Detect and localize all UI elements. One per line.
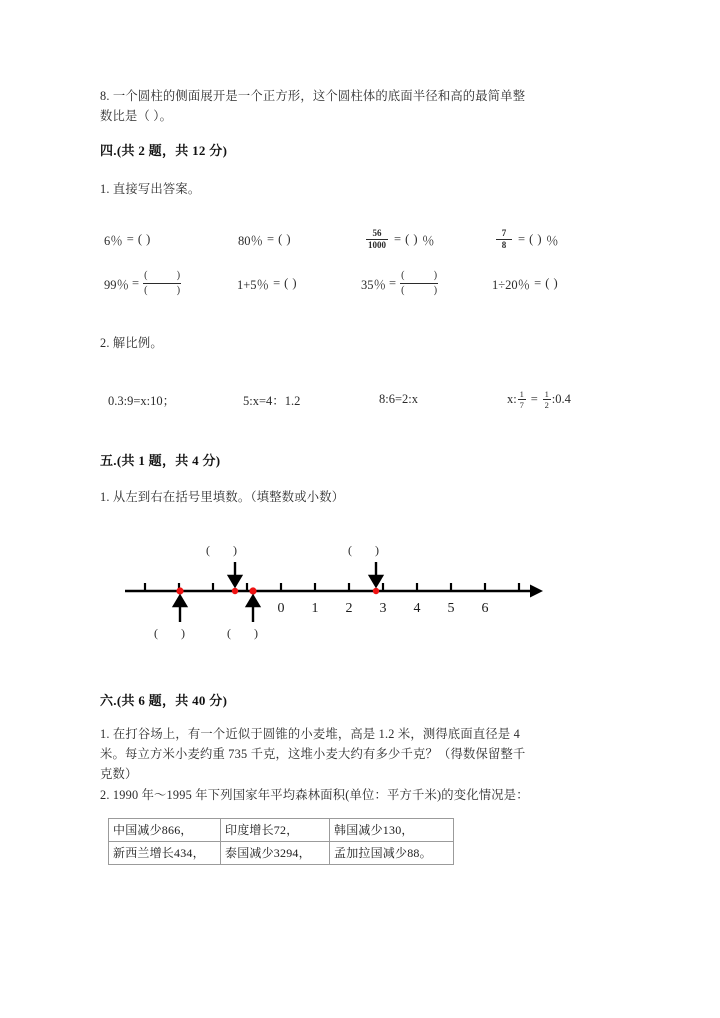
percent-row-2 [104,270,558,297]
table-cell-india: 印度增长72， [221,819,330,842]
section-six-q1-line-1: 1. 在打谷场上，有一个近似于圆锥的小麦堆，高是 1.2 米，测得底面直径是 4 [100,727,520,741]
percent-item-7-equals: = [389,276,397,290]
blank-fraction-2-bar [400,283,438,284]
fraction-1-2 [543,389,551,410]
section-six-question-1 [100,724,620,784]
percent-item-1-blank[interactable]: ( ) [137,232,151,247]
percent-item-5-equals: = [132,276,140,290]
question-8-line-1: 8. 一个圆柱的侧面展开是一个正方形，这个圆柱体的底面半径和高的最简单整 [100,89,526,103]
proportion-4-lead: x: [507,392,517,407]
percent-item-8 [492,275,558,293]
proportion-4-tail: :0.4 [551,392,571,407]
forest-area-table [108,818,454,865]
number-line-figure [110,536,560,650]
percent-item-1-equals: = [126,232,134,247]
section-six-question-2: 2. 1990 年～1995 年下列国家年平均森林面积(单位：平方千米)的变化情况是： [100,788,529,802]
section-five-q1-label: 1. 从左到右在括号里填数。（填整数或小数） [100,490,345,504]
percent-item-8-left: 1÷20％ [492,277,531,292]
percent-item-7-left: 35％ [361,277,387,292]
percent-item-6 [237,275,361,293]
axis-label-4: 4 [413,601,421,616]
percent-item-5 [104,270,237,297]
number-line-labels [278,601,489,616]
blank-fraction-1-denominator[interactable] [143,285,181,297]
blank-fraction-2-numerator[interactable] [400,270,438,282]
percent-item-1 [104,231,238,249]
fraction-1-7-numerator: 1 [519,389,524,399]
number-line-arrowhead [530,585,543,598]
table-cell-new-zealand: 新西兰增长434， [109,842,221,865]
percent-item-2-left: 80％ [238,233,264,248]
percent-item-1-left: 6％ [104,233,123,248]
up-arrow-head [174,596,186,606]
blank-fraction-1-den-close: ) [176,285,181,296]
proportion-4 [507,389,571,410]
blank-fraction-2-num-open: ( [401,270,405,281]
percent-item-3-equals: = [394,232,402,247]
blank-fraction-1-num-close: ) [176,270,181,281]
percent-item-2-equals: = [267,232,275,247]
axis-label-0: 0 [277,601,285,616]
percent-item-2 [238,231,364,249]
table-row [109,842,454,865]
axis-label-1: 1 [311,601,319,616]
table-cell-korea: 韩国减少130， [330,819,454,842]
percent-item-4-suffix: ％ [546,233,559,248]
axis-label-2: 2 [345,601,353,616]
fraction-1-2-numerator: 1 [544,389,549,399]
percent-item-8-equals: = [534,276,542,290]
number-line-blank-above-2[interactable]: ( ) [348,543,389,557]
axis-label-6: 6 [481,601,489,616]
section-four-heading: 四.(共 2 题，共 12 分) [100,143,228,158]
table-row [109,819,454,842]
number-line-up-arrows [174,596,259,622]
percent-item-3 [364,228,494,252]
blank-fraction-1-numerator[interactable] [143,270,181,282]
proportion-row [108,389,571,410]
section-six-heading: 六.(共 6 题，共 40 分) [100,693,228,708]
axis-label-3: 3 [379,601,387,616]
blank-fraction-2-den-close: ) [433,285,438,296]
number-line-dot-3 [249,587,256,594]
number-line-down-arrows [229,562,382,586]
fraction-1-7 [518,389,526,410]
number-line-blank-below-2[interactable]: ( ) [227,626,268,640]
table-cell-china: 中国减少866， [109,819,221,842]
number-line-blank-above-1[interactable]: ( ) [206,543,247,557]
fraction-7-8-denominator: 8 [501,240,507,251]
percent-item-4-blank[interactable]: ( ) [529,232,543,247]
question-8-line-2: 数比是（ ）。 [100,109,173,123]
fraction-7-8 [496,228,512,252]
down-arrow-head [229,576,241,586]
section-six-q1-line-3: 克数） [100,767,138,781]
proportion-3: 8:6=2:x [379,392,418,407]
section-four-q1-label: 1. 直接写出答案。 [100,182,201,196]
axis-label-5: 5 [447,601,455,616]
proportion-4-equals: = [530,392,538,407]
fraction-56-1000-denominator: 1000 [368,240,386,251]
up-arrow-head [247,596,259,606]
percent-item-4 [494,228,559,252]
percent-item-6-equals: = [273,276,281,290]
number-line-dot-4 [373,588,379,594]
percent-item-5-left: 99％ [104,277,130,292]
blank-fraction-2[interactable] [400,270,438,297]
blank-fraction-2-den-open: ( [401,285,405,296]
percent-item-3-blank[interactable]: ( ) [405,232,419,247]
fraction-56-1000-numerator: 56 [372,228,382,238]
proportion-1: 0.3:9=x:10； [108,393,176,408]
blank-fraction-1-den-open: ( [144,285,148,296]
blank-fraction-2-denominator[interactable] [400,285,438,297]
down-arrow-head [370,576,382,586]
blank-fraction-1[interactable] [143,270,181,297]
question-8 [100,86,620,126]
fraction-7-8-numerator: 7 [501,228,507,238]
percent-item-8-blank[interactable]: ( ) [545,276,559,290]
number-line-dot-2 [232,588,238,594]
percent-item-7 [361,270,492,297]
table-cell-bangladesh: 孟加拉国减少88。 [330,842,454,865]
number-line-dot-1 [176,587,183,594]
section-four-q2-label: 2. 解比例。 [100,336,163,350]
blank-fraction-1-bar [143,283,181,284]
fraction-56-1000 [366,228,388,252]
proportion-2: 5:x=4：1.2 [243,393,301,408]
table-cell-thailand: 泰国减少3294， [221,842,330,865]
blank-fraction-1-num-open: ( [144,270,148,281]
section-five-heading: 五.(共 1 题，共 4 分) [100,453,221,468]
blank-fraction-2-num-close: ) [433,270,438,281]
fraction-1-7-denominator: 7 [519,400,524,411]
percent-item-6-left: 1+5％ [237,277,270,292]
number-line-blank-below-1[interactable]: ( ) [154,626,195,640]
fraction-1-2-denominator: 2 [544,400,549,411]
percent-row-1 [104,228,559,252]
section-six-q1-line-2: 米。每立方米小麦约重 735 千克，这堆小麦大约有多少千克？（得数保留整千 [100,747,526,761]
percent-item-6-blank[interactable]: ( ) [284,276,298,290]
percent-item-3-suffix: ％ [422,233,435,248]
percent-item-4-equals: = [518,232,526,247]
percent-item-2-blank[interactable]: ( ) [278,232,292,247]
